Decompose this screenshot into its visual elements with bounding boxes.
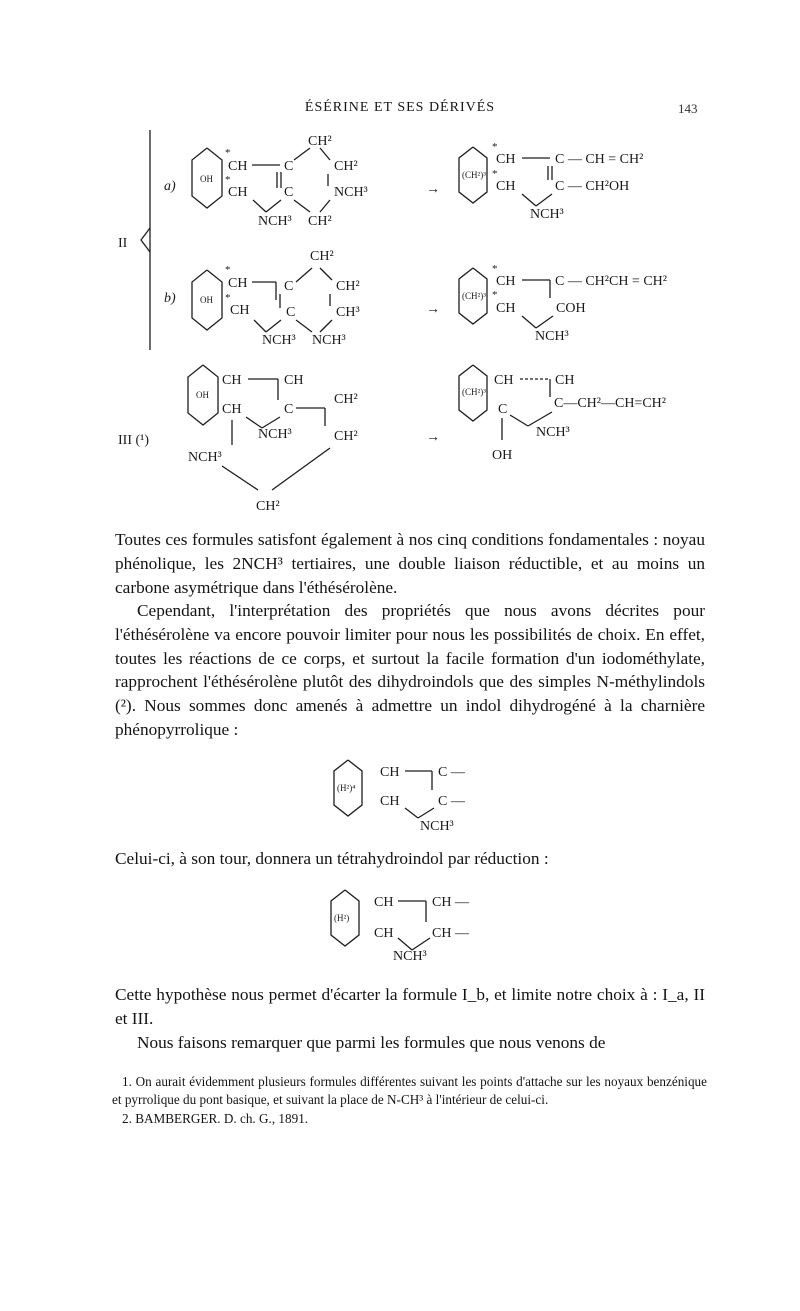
coh: COH	[556, 301, 586, 316]
bond-br3	[536, 316, 553, 328]
nch3-br: NCH³	[535, 329, 569, 344]
ch-iiir2: CH	[555, 373, 575, 388]
ch-iii2: CH	[284, 373, 304, 388]
c-ch2ch-ch2: C — CH²CH = CH²	[555, 274, 667, 289]
bond-b7	[296, 320, 312, 332]
ch2-b-top: CH²	[310, 249, 334, 264]
star-br1: *	[492, 263, 498, 275]
bond-dh3	[418, 808, 434, 818]
ch-b1: CH	[228, 276, 248, 291]
c-dash-dh1: C —	[438, 765, 465, 780]
bond-br2	[522, 316, 536, 328]
bond-iiir3	[528, 412, 552, 426]
bond-a8	[320, 200, 330, 212]
bond-b8	[320, 320, 332, 332]
ring-a-oh: OH	[200, 174, 213, 184]
c-ch2oh: C — CH²OH	[555, 179, 630, 194]
star-ar1: *	[492, 141, 498, 153]
ch-th2: CH	[374, 926, 394, 941]
arrow-iii: →	[426, 430, 440, 445]
running-title: ÉSÉRINE ET SES DÉRIVÉS	[304, 100, 496, 115]
nch3-th: NCH³	[393, 949, 427, 964]
star-a2: *	[225, 174, 231, 186]
bond-iiir2	[510, 415, 528, 426]
ch2-iii-right: CH²	[334, 392, 358, 407]
brace-point	[141, 228, 150, 252]
c-ch-ch2: C — CH = CH²	[555, 152, 644, 167]
group-iii-label: III (¹)	[118, 433, 150, 448]
ch2-a-top: CH²	[308, 134, 332, 149]
c-b2: C	[286, 305, 296, 320]
star-ar2: *	[492, 168, 498, 180]
c-dash-dh2: C —	[438, 794, 465, 809]
ch-a1: CH	[228, 159, 248, 174]
bond-a5	[320, 148, 330, 160]
bond-b4	[296, 268, 312, 282]
ch-a2: CH	[228, 185, 248, 200]
ch-br1: CH	[496, 274, 516, 289]
star-a1: *	[225, 147, 231, 159]
arrow-b: →	[426, 302, 440, 317]
bond-a7	[294, 200, 310, 212]
ch-th1: CH	[374, 895, 394, 910]
footnote-2: 2. BAMBERGER. D. ch. G., 1891.	[122, 1110, 309, 1126]
ring-iii-right-label: (CH²)³	[462, 387, 486, 397]
c-iiir: C	[498, 402, 508, 417]
ring-dihydro-label: (H²)⁴	[337, 783, 356, 793]
nch3-iiir: NCH³	[536, 425, 570, 440]
ring-a-right-label: (CH²)³	[462, 170, 486, 180]
nch3-b2: NCH³	[312, 333, 346, 348]
ch2-b-right: CH²	[336, 279, 360, 294]
bond-iii7	[272, 448, 330, 490]
bond-b5	[320, 268, 332, 280]
c-b1: C	[284, 279, 294, 294]
footnote-1: 1. On aurait évidemment plusieurs formules différentes suivant les points d'attache sur les noyaux benzénique et pyrrolique du pont basique, et suivant la place de N-CH³ à l'intérieur de celui-ci.	[112, 1074, 707, 1108]
nch3-ar: NCH³	[530, 207, 564, 222]
ch2-a-bottom: CH²	[308, 214, 332, 229]
paragraph-hypothesis: Cette hypothèse nous permet d'écarter la formule I_b, et limite notre choix à : I_a, II et III.	[115, 985, 705, 1028]
ch-iii3: CH	[222, 402, 242, 417]
ch-dash-th1: CH —	[432, 895, 469, 910]
bond-ar3	[536, 194, 552, 206]
line-reduction: Celui-ci, à son tour, donnera un tétrahydroindol par réduction :	[115, 849, 549, 868]
formula-b-label: b)	[164, 291, 176, 306]
bond-dh2	[405, 808, 418, 818]
ring-tetrahydro-label: (H²)	[334, 913, 350, 923]
paragraph-remark: Nous faisons remarquer que parmi les formules que nous venons de	[137, 1033, 606, 1052]
ring-iii-oh: OH	[196, 390, 209, 400]
c-iii: C	[284, 402, 294, 417]
ch-dh2: CH	[380, 794, 400, 809]
bond-a4	[294, 148, 310, 160]
paragraph-interpretation: Cependant, l'interprétation des propriétés que nous avons décrites pour l'éthésérolène va encore pouvoir limiter pour nous les possibilités de choix. En effet, toutes les réactions de ce corps, et surtout la facile formation d'un iodométhylate, rapprochent l'éthésérolène plutôt des dihydroindols que des simples N-méthylindols (²). Nous sommes donc amenés à admettre un indol dihydrogéné à la charnière phénopyrrolique :	[115, 601, 705, 739]
bond-b3	[266, 320, 281, 332]
bond-ar2	[522, 194, 536, 206]
arrow-a: →	[426, 182, 440, 197]
c-long-chain: C—CH²—CH=CH²	[554, 396, 666, 411]
formula-a-label: a)	[164, 179, 176, 194]
star-b2: *	[225, 292, 231, 304]
page-number: 143	[678, 101, 698, 116]
ch2-iii-bottom: CH²	[256, 499, 280, 514]
footnotes	[112, 1073, 707, 1128]
oh-iiir: OH	[492, 448, 513, 463]
bond-a3	[266, 200, 281, 212]
bond-iii6	[222, 466, 258, 490]
ch2-a-right: CH²	[334, 159, 358, 174]
nch3-b1: NCH³	[262, 333, 296, 348]
ch-iiir1: CH	[494, 373, 514, 388]
bond-a2	[253, 200, 266, 212]
nch3-dh: NCH³	[420, 819, 454, 834]
nch3-iii-center: NCH³	[258, 427, 292, 442]
star-b1: *	[225, 264, 231, 276]
star-br2: *	[492, 289, 498, 301]
ch-b2: CH	[230, 303, 250, 318]
paragraph-conditions: Toutes ces formules satisfont également à nos cinq conditions fondamentales : noyau phénolique, les 2NCH³ tertiaires, une double liaison réductible, et au moins un carbone asymétrique dans l'éthésérolène.	[115, 530, 705, 597]
ch-dash-th2: CH —	[432, 926, 469, 941]
ch-ar2: CH	[496, 179, 516, 194]
ring-b-right-label: (CH²)³	[462, 291, 486, 301]
ch3-b: CH³	[336, 305, 360, 320]
ch2-iii-lower: CH²	[334, 429, 358, 444]
ch-iii1: CH	[222, 373, 242, 388]
ring-b-oh: OH	[200, 295, 213, 305]
group-ii-label: II	[118, 236, 128, 251]
c-a1: C	[284, 159, 294, 174]
nch3-a: NCH³	[334, 185, 368, 200]
nch3-iii-left: NCH³	[188, 450, 222, 465]
ch-dh1: CH	[380, 765, 400, 780]
nch3-a-bottom: NCH³	[258, 214, 292, 229]
c-a2: C	[284, 185, 294, 200]
bond-b2	[254, 320, 266, 332]
ch-br2: CH	[496, 301, 516, 316]
ch-ar1: CH	[496, 152, 516, 167]
